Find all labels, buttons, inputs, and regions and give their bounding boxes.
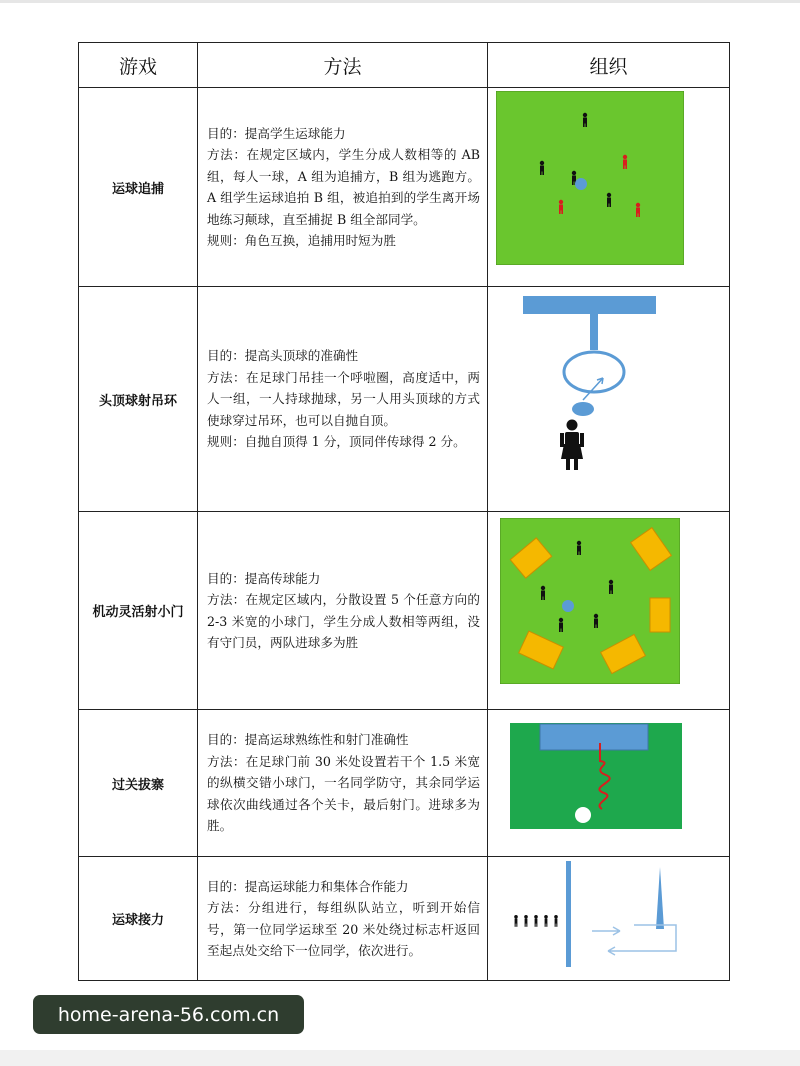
- header-method: 方法: [198, 43, 488, 88]
- hoop-ring: [564, 352, 624, 392]
- method-goal: 目的：提高头顶球的准确性: [207, 348, 359, 364]
- table-row: [79, 512, 730, 710]
- mini-goal: [650, 598, 670, 632]
- table-row: [79, 857, 730, 981]
- column-of-players-icon: [514, 915, 558, 927]
- outbound-arrow: [592, 927, 620, 935]
- method-cell: [198, 857, 488, 981]
- organization-cell: [488, 88, 730, 287]
- game-name: 过关拔寨: [79, 710, 198, 857]
- game-name: 运球追捕: [79, 88, 198, 287]
- game-name: 头顶球射吊环: [79, 287, 198, 512]
- games-table: [78, 42, 730, 981]
- goal-crossbar: [523, 296, 656, 314]
- header-organization: 组织: [488, 43, 730, 88]
- ball-trajectory-arrow: [583, 378, 603, 400]
- organization-cell: [488, 710, 730, 857]
- top-rule: [0, 0, 800, 3]
- method-cell: [198, 512, 488, 710]
- method-goal: 目的：提高运球能力和集体合作能力: [207, 878, 409, 894]
- method-rule: 规则：角色互换，追捕用时短为胜: [207, 233, 396, 248]
- method-goal: 目的：提高学生运球能力: [207, 125, 346, 141]
- person-icon: [560, 420, 584, 471]
- method-cell: [198, 710, 488, 857]
- ball-icon: [572, 402, 594, 416]
- method-description: 方法：在足球门前 30 米处设置若干个 1.5 米宽的纵横交错小球门，一名同学防守，其余同学运球依次曲线通过各个关卡，最后射门。进球多为胜。: [207, 753, 480, 834]
- start-line: [566, 861, 571, 967]
- organization-cell: [488, 512, 730, 710]
- hoop-hanger: [590, 314, 598, 350]
- method-description: 方法：分组进行，每组纵队站立，听到开始信号，第一位同学运球至 20 米处绕过标志杆返回至起点处交给下一位同学，依次进行。: [207, 900, 480, 958]
- header-hoop-diagram: [523, 296, 658, 486]
- method-rule: 规则：自抛自顶得 1 分，顶同伴传球得 2 分。: [207, 434, 466, 450]
- relay-diagram: [510, 859, 710, 971]
- gate-dribble-diagram: [510, 723, 682, 829]
- table-header-row: [79, 43, 730, 88]
- header-game: 游戏: [79, 43, 198, 88]
- marker-pole: [656, 867, 664, 929]
- organization-cell: [488, 287, 730, 512]
- goal-frame: [540, 724, 648, 750]
- bottom-shade: [0, 1050, 800, 1066]
- method-cell: [198, 88, 488, 287]
- organization-cell: [488, 857, 730, 981]
- chase-field-diagram: [496, 91, 684, 265]
- table-row: [79, 710, 730, 857]
- ball-icon: [575, 178, 587, 190]
- method-goal: 目的：提高传球能力: [207, 570, 321, 586]
- method-description: 方法：在规定区域内，学生分成人数相等的 AB 组，每人一球，A 组为追捕方，B 组为逃跑方。A 组学生运球追拍 B 组，被追拍到的学生离开场地练习颠球，直至捕捉 B 组全部同学。: [207, 147, 480, 227]
- table-row: [79, 287, 730, 512]
- table-row: [79, 88, 730, 287]
- method-description: 方法：在足球门吊挂一个呼啦圈，高度适中，两人一组，一人持球抛球，另一人用头顶球的方式使球穿过吊环，也可以自抛自顶。: [207, 369, 480, 428]
- small-goals-field-diagram: [500, 518, 680, 684]
- method-cell: [198, 287, 488, 512]
- game-name: 机动灵活射小门: [79, 512, 198, 710]
- ball-icon: [575, 807, 591, 823]
- ball-icon: [562, 600, 574, 612]
- watermark: home-arena-56.com.cn: [33, 995, 304, 1034]
- method-goal: 目的：提高运球熟练性和射门准确性: [207, 732, 409, 748]
- method-description: 方法：在规定区域内，分散设置 5 个任意方向的 2-3 米宽的小球门，学生分成人数相等两组，没有守门员，两队进球多为胜: [207, 592, 480, 650]
- game-name: 运球接力: [79, 857, 198, 981]
